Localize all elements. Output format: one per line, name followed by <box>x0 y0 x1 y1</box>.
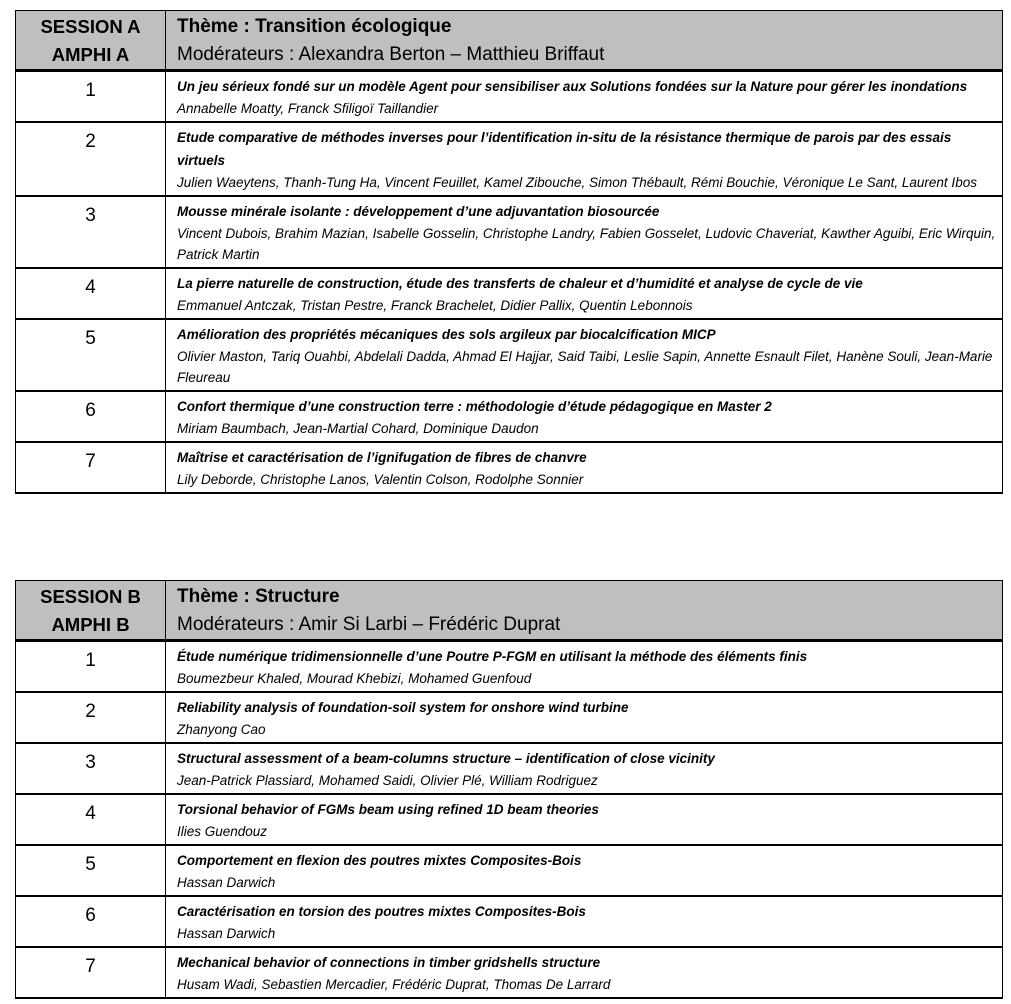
paper-cell <box>166 896 1003 947</box>
paper-authors: Julien Waeytens, Thanh-Tung Ha, Vincent Feuillet, Kamel Zibouche, Simon Thébault, Rémi Bouchie, Véronique Le Sant, Laurent Ibos <box>177 175 977 190</box>
paper-authors: Olivier Maston, Tariq Ouahbi, Abdelali Dadda, Ahmad El Hajjar, Said Taibi, Leslie Sapin, Annette Esnault Filet, Hanène Souli, Jean-Marie Fleureau <box>177 349 993 385</box>
paper-number: 7 <box>16 947 166 998</box>
amphi-name: AMPHI A <box>51 44 130 65</box>
session-a-table <box>15 10 1003 494</box>
paper-cell <box>166 743 1003 794</box>
session-label-cell <box>16 581 166 641</box>
paper-row <box>16 845 1003 896</box>
paper-cell <box>166 268 1003 319</box>
paper-cell <box>166 442 1003 493</box>
session-header <box>16 11 1003 71</box>
session-info-cell <box>166 581 1003 641</box>
paper-number: 3 <box>16 196 166 268</box>
paper-cell <box>166 692 1003 743</box>
paper-row <box>16 641 1003 693</box>
paper-title: Mechanical behavior of connections in timber gridshells structure <box>177 955 601 970</box>
paper-number: 5 <box>16 319 166 391</box>
paper-number: 2 <box>16 122 166 196</box>
paper-number: 4 <box>16 794 166 845</box>
paper-row <box>16 896 1003 947</box>
paper-number: 4 <box>16 268 166 319</box>
paper-authors: Vincent Dubois, Brahim Mazian, Isabelle Gosselin, Christophe Landry, Fabien Gosselet, Ludovic Chaveriat, Kawther Aguibi, Eric Wirquin, Patrick Martin <box>177 226 996 262</box>
paper-authors: Hassan Darwich <box>177 875 276 890</box>
amphi-name: AMPHI B <box>51 614 130 635</box>
paper-cell <box>166 196 1003 268</box>
paper-row <box>16 196 1003 268</box>
paper-title: Étude numérique tridimensionnelle d’une Poutre P-FGM en utilisant la méthode des éléments finis <box>177 649 808 664</box>
session-info-cell <box>166 11 1003 71</box>
paper-title: Maîtrise et caractérisation de l’ignifugation de fibres de chanvre <box>177 450 587 465</box>
paper-title: Confort thermique d’une construction terre : méthodologie d’étude pédagogique en Master 2 <box>177 399 772 414</box>
session-theme: Thème : Transition écologique <box>177 16 452 37</box>
session-moderators: Modérateurs : Alexandra Berton – Matthieu Briffaut <box>177 44 605 65</box>
paper-authors: Husam Wadi, Sebastien Mercadier, Frédéric Duprat, Thomas De Larrard <box>177 977 611 992</box>
paper-title: Mousse minérale isolante : développement d’une adjuvantation biosourcée <box>177 204 660 219</box>
paper-cell <box>166 391 1003 442</box>
paper-title: Amélioration des propriétés mécaniques des sols argileux par biocalcification MICP <box>177 327 716 342</box>
paper-title: Un jeu sérieux fondé sur un modèle Agent pour sensibiliser aux Solutions fondées sur la Nature pour gérer les inondations <box>177 79 968 94</box>
paper-authors: Hassan Darwich <box>177 926 276 941</box>
paper-row <box>16 319 1003 391</box>
paper-row <box>16 122 1003 196</box>
paper-authors: Jean-Patrick Plassiard, Mohamed Saidi, Olivier Plé, William Rodriguez <box>177 773 598 788</box>
paper-title: Reliability analysis of foundation-soil system for onshore wind turbine <box>177 700 629 715</box>
paper-authors: Zhanyong Cao <box>177 722 266 737</box>
paper-cell <box>166 845 1003 896</box>
paper-row <box>16 794 1003 845</box>
paper-authors: Boumezbeur Khaled, Mourad Khebizi, Mohamed Guenfoud <box>177 671 532 686</box>
paper-title: Torsional behavior of FGMs beam using refined 1D beam theories <box>177 802 599 817</box>
session-header <box>16 581 1003 641</box>
paper-row <box>16 268 1003 319</box>
paper-authors: Emmanuel Antczak, Tristan Pestre, Franck Brachelet, Didier Pallix, Quentin Lebonnois <box>177 298 693 313</box>
paper-row <box>16 71 1003 123</box>
session-name: SESSION B <box>40 586 141 607</box>
session-b-table <box>15 580 1003 999</box>
paper-authors: Lily Deborde, Christophe Lanos, Valentin Colson, Rodolphe Sonnier <box>177 472 584 487</box>
paper-number: 5 <box>16 845 166 896</box>
paper-row <box>16 442 1003 493</box>
session-theme: Thème : Structure <box>177 586 340 607</box>
paper-number: 1 <box>16 641 166 693</box>
session-moderators: Modérateurs : Amir Si Larbi – Frédéric Duprat <box>177 614 561 635</box>
paper-cell <box>166 319 1003 391</box>
session-name: SESSION A <box>40 16 141 37</box>
paper-authors: Ilies Guendouz <box>177 824 268 839</box>
paper-title: Comportement en flexion des poutres mixtes Composites-Bois <box>177 853 582 868</box>
paper-cell <box>166 794 1003 845</box>
paper-title: La pierre naturelle de construction, étude des transferts de chaleur et d’humidité et analyse de cycle de vie <box>177 276 863 291</box>
paper-authors: Miriam Baumbach, Jean-Martial Cohard, Dominique Daudon <box>177 421 539 436</box>
paper-row <box>16 391 1003 442</box>
paper-title: Structural assessment of a beam-columns structure – identification of close vicinity <box>177 751 715 766</box>
paper-row <box>16 692 1003 743</box>
paper-title: Etude comparative de méthodes inverses pour l’identification in-situ de la résistance thermique de parois par des essais virtuels <box>177 130 952 168</box>
paper-cell <box>166 641 1003 693</box>
paper-row <box>16 947 1003 998</box>
paper-number: 6 <box>16 391 166 442</box>
paper-number: 3 <box>16 743 166 794</box>
paper-cell <box>166 71 1003 123</box>
paper-row <box>16 743 1003 794</box>
paper-number: 2 <box>16 692 166 743</box>
paper-number: 1 <box>16 71 166 123</box>
paper-cell <box>166 947 1003 998</box>
paper-number: 7 <box>16 442 166 493</box>
paper-number: 6 <box>16 896 166 947</box>
paper-authors: Annabelle Moatty, Franck Sfiligoï Taillandier <box>177 101 439 116</box>
paper-cell <box>166 122 1003 196</box>
session-label-cell <box>16 11 166 71</box>
paper-title: Caractérisation en torsion des poutres mixtes Composites-Bois <box>177 904 586 919</box>
